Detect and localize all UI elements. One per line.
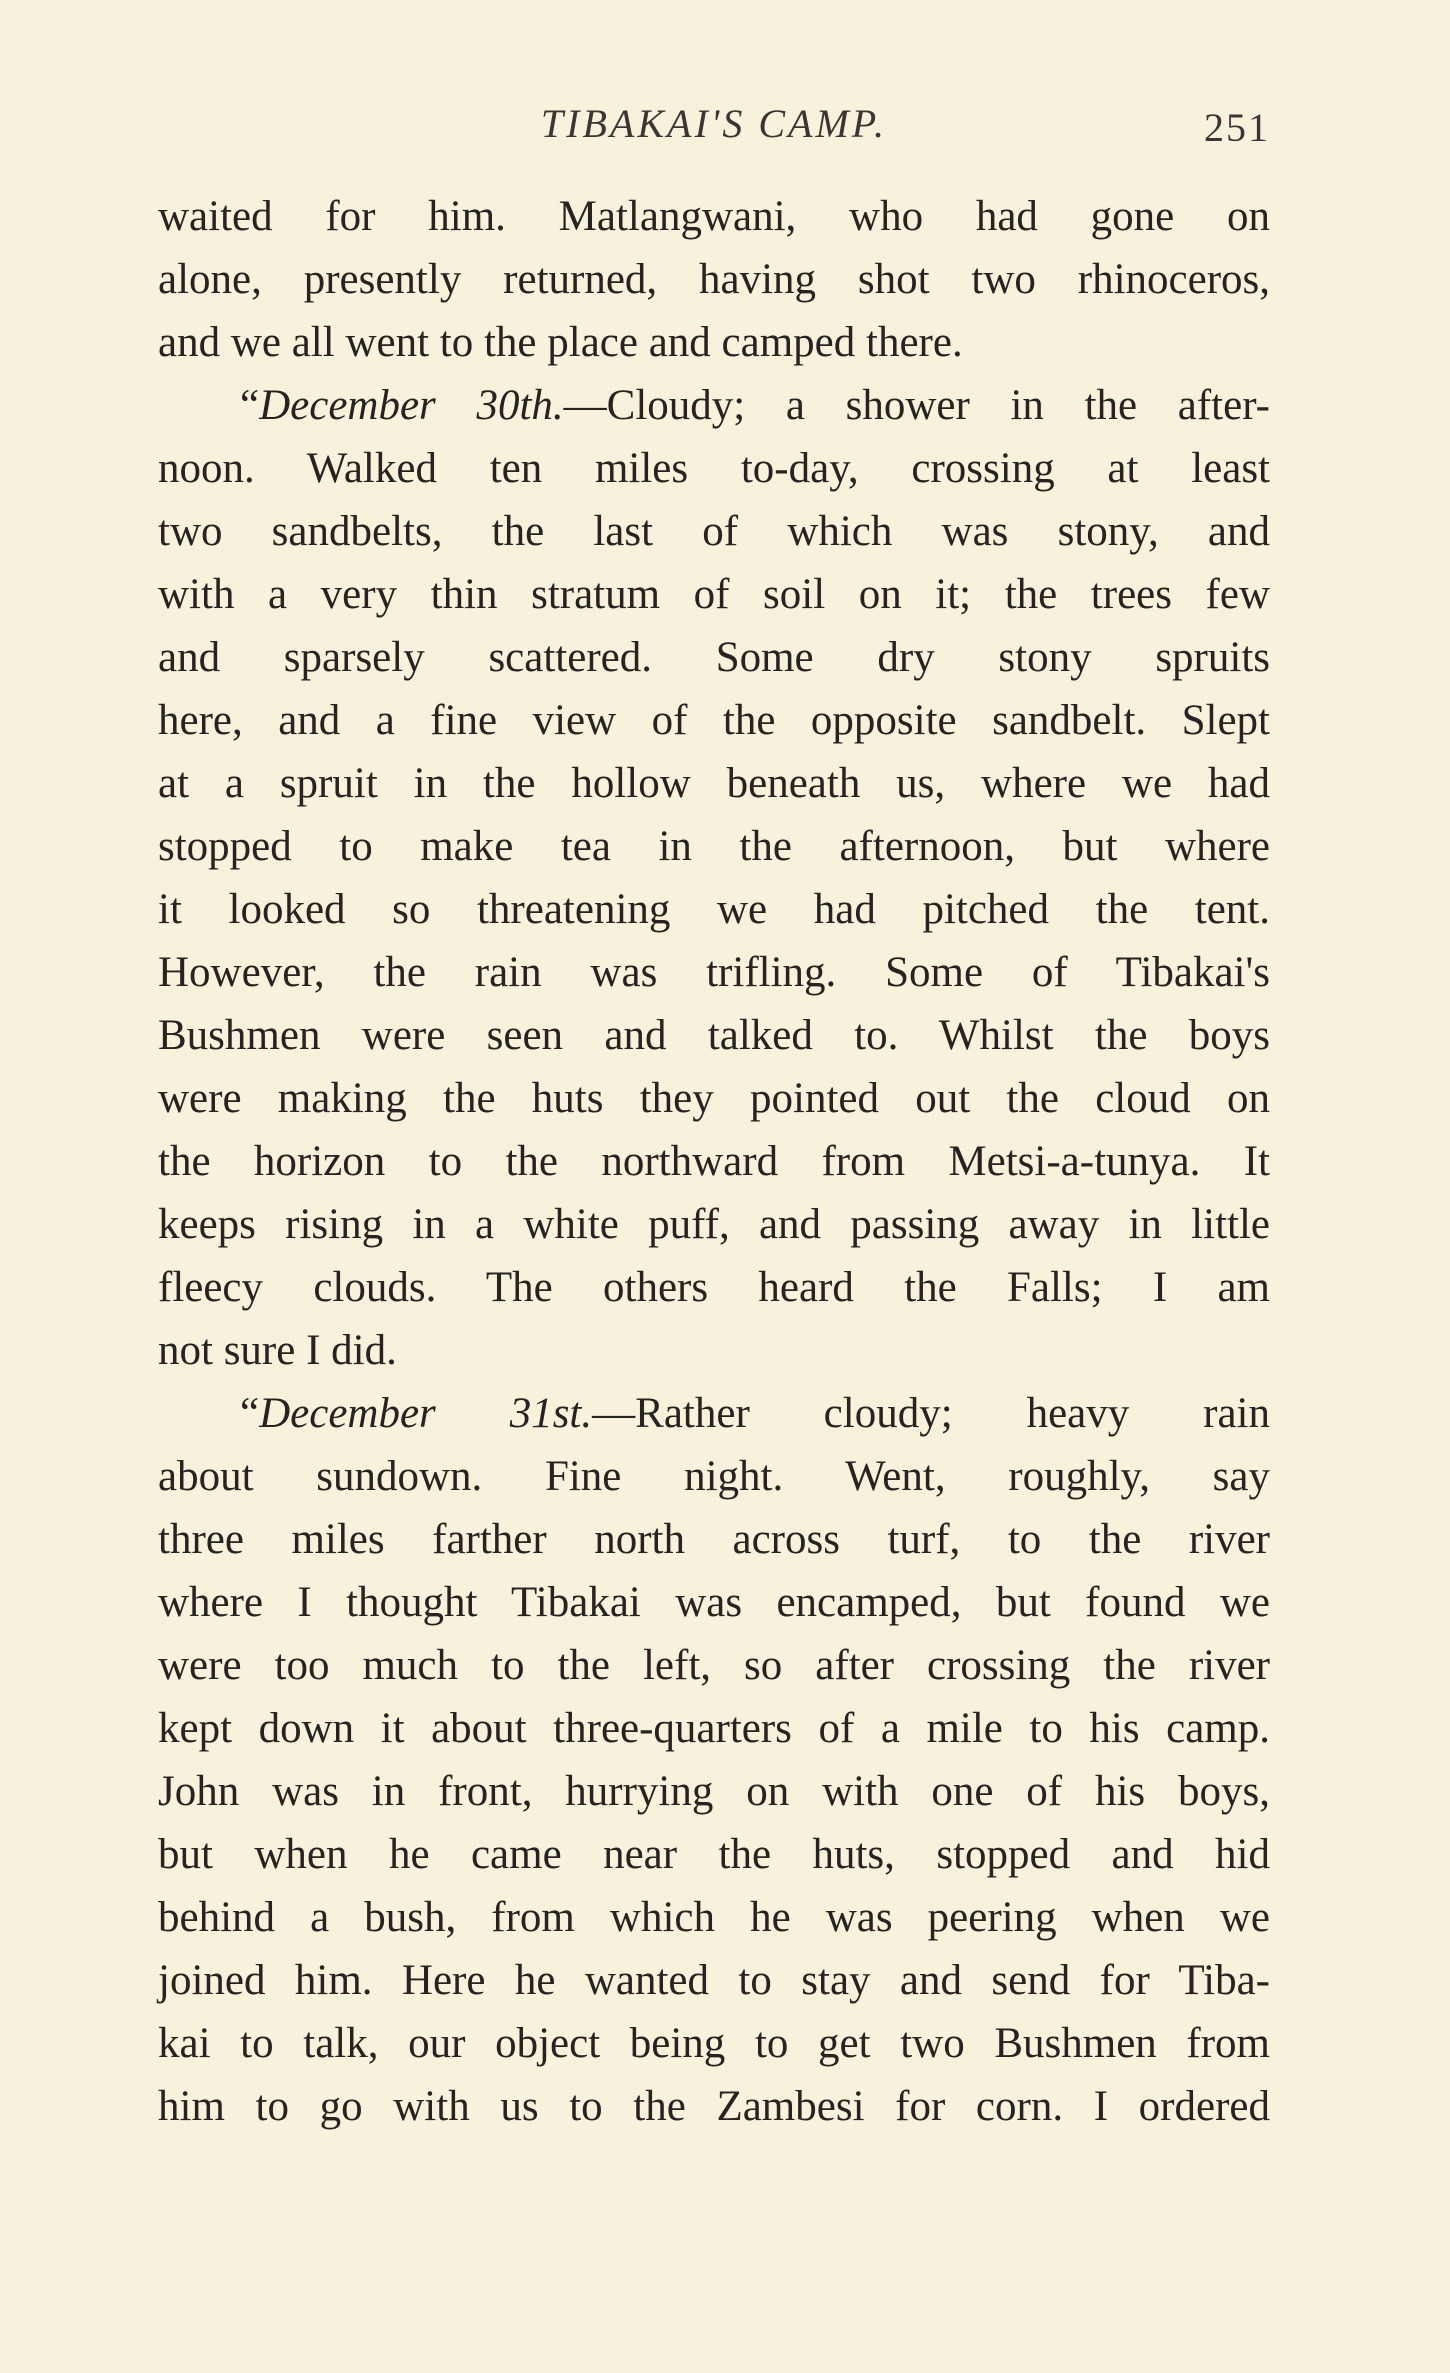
entry-date: 31st.: [435, 1390, 593, 1437]
text-line: John was in front, hurrying on with one of his boys,: [158, 1768, 1270, 1815]
text-line: kai to talk, our object being to get two Bushmen from: [158, 2020, 1270, 2067]
text-line: alone, presently returned, having shot two rhinoceros,: [158, 256, 1270, 303]
text-line: were too much to the left, so after crossing the river: [158, 1642, 1270, 1689]
text-line: it looked so threatening we had pitched the tent.: [158, 886, 1270, 933]
entry-month: December: [259, 382, 436, 429]
running-head: [158, 100, 1270, 160]
text-line: with a very thin stratum of soil on it; the trees few: [158, 571, 1270, 618]
running-title: TIBAKAI'S CAMP.: [540, 101, 888, 146]
text-line: behind a bush, from which he was peering when we: [158, 1894, 1270, 1941]
text-line: were making the huts they pointed out the cloud on: [158, 1075, 1270, 1122]
text-line: However, the rain was trifling. Some of Tibakai's: [158, 949, 1270, 996]
text-line: at a spruit in the hollow beneath us, where we had: [158, 760, 1270, 807]
body-text: [158, 185, 1270, 2138]
entry-month: December: [259, 1390, 436, 1437]
text-line: kept down it about three-quarters of a mile to his camp.: [158, 1705, 1270, 1752]
text-line: where I thought Tibakai was encamped, but found we: [158, 1579, 1270, 1626]
text-line: three miles farther north across turf, to the river: [158, 1516, 1270, 1563]
text-line: two sandbelts, the last of which was stony, and: [158, 508, 1270, 555]
text-line: and we all went to the place and camped there.: [158, 319, 963, 366]
text-line: joined him. Here he wanted to stay and send for Tiba-: [158, 1957, 1270, 2004]
text-line: the horizon to the northward from Metsi-a-tunya. It: [158, 1138, 1270, 1185]
text-line: here, and a fine view of the opposite sandbelt. Slept: [158, 697, 1270, 744]
open-quote: “: [240, 1390, 260, 1437]
text-line: noon. Walked ten miles to-day, crossing at least: [158, 445, 1270, 492]
open-quote: “: [240, 382, 260, 429]
text-line: not sure I did.: [158, 1327, 397, 1374]
text-line: fleecy clouds. The others heard the Falls; I am: [158, 1264, 1270, 1311]
text-line: Bushmen were seen and talked to. Whilst the boys: [158, 1012, 1270, 1059]
text-line: and sparsely scattered. Some dry stony spruits: [158, 634, 1270, 681]
text-line: waited for him. Matlangwani, who had gone on: [158, 193, 1270, 240]
entry-heading-line: [158, 374, 1270, 437]
entry-date: 30th.: [435, 382, 564, 429]
page-number: 251: [1204, 105, 1270, 150]
text-line: but when he came near the huts, stopped and hid: [158, 1831, 1270, 1878]
text-line: stopped to make tea in the afternoon, but where: [158, 823, 1270, 870]
entry-text: —Rather cloudy; heavy rain: [592, 1390, 1271, 1437]
entry-text: —Cloudy; a shower in the after-: [563, 382, 1270, 429]
text-line: about sundown. Fine night. Went, roughly, say: [158, 1453, 1270, 1500]
text-line: keeps rising in a white puff, and passing away in little: [158, 1201, 1270, 1248]
entry-heading-line: [158, 1382, 1270, 1445]
text-line: him to go with us to the Zambesi for corn. I ordered: [158, 2083, 1270, 2130]
